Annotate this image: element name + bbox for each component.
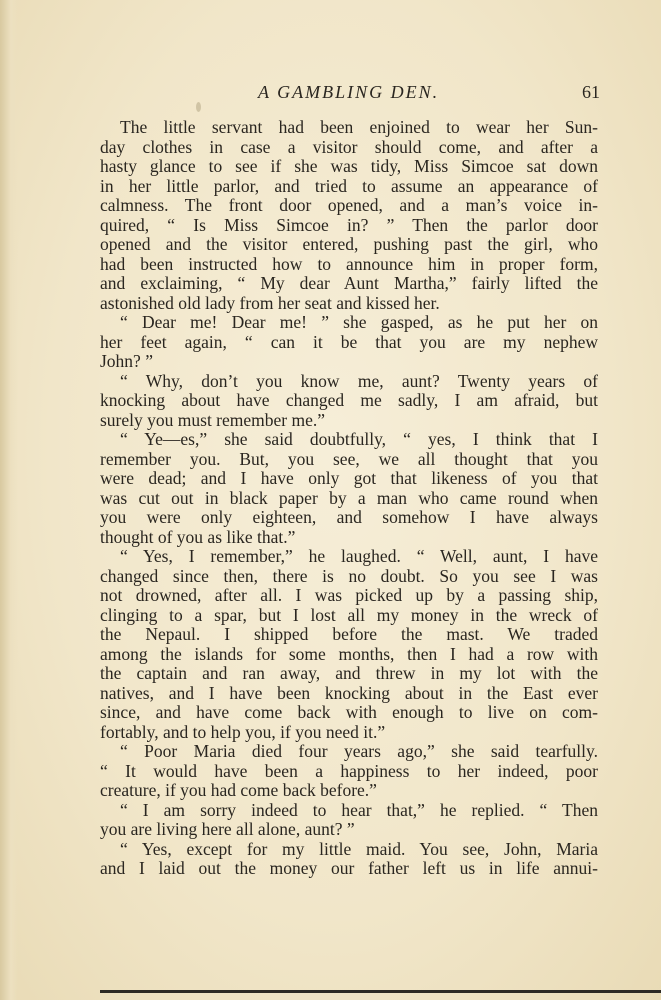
text-line: “ I am sorry indeed to hear that,” he replied. “ Then [120,799,598,820]
text-line: The little servant had been enjoined to wear her Sun- [120,117,598,137]
text-line: and exclaiming, “ My dear Aunt Martha,” fairly lifted the [100,273,598,293]
text-line: remember you. But, you see, we all thought that you [100,448,598,469]
text-line: hasty glance to see if she was tidy, Miss Simcoe sat down [100,156,598,176]
text-line: quired, “ Is Miss Simcoe in? ” Then the parlor door [100,214,598,235]
text-line: natives, and I have been knocking about in the East ever [100,682,598,703]
text-line: fortably, and to help you, if you need it.” [100,721,386,742]
text-line: creature, if you had come back before.” [100,780,377,800]
text-line: “ It would have been a happiness to her indeed, poor [100,760,598,781]
text-line: you were only eighteen, and somehow I have always [100,507,598,527]
running-head [100,82,600,106]
page-gutter-shadow [0,0,18,1000]
text-line: day clothes in case a visitor should come, and after a [100,136,598,157]
page-bottom-edge [100,990,661,993]
text-line: “ Ye—es,” she said doubtfully, “ yes, I think that I [120,429,598,449]
text-line: among the islands for some months, then I had a row with [100,643,598,664]
text-line: the captain and ran away, and threw in my lot with the [100,663,598,683]
text-line: “ Why, don’t you know me, aunt? Twenty years of [120,370,598,391]
text-line: astonished old lady from her seat and kissed her. [100,292,440,313]
text-line: the Nepaul. I shipped before the mast. We traded [100,624,598,644]
text-line: thought of you as like that.” [100,526,296,547]
text-line: were dead; and I have only got that likeness of you that [100,468,598,488]
text-line: since, and have come back with enough to live on com- [100,702,598,722]
text-line: her feet again, “ can it be that you are my nephew [100,331,598,352]
text-line: “ Yes, I remember,” he laughed. “ Well, aunt, I have [120,546,598,566]
text-line: and I laid out the money our father left us in life annui- [100,858,598,878]
text-line: in her little parlor, and tried to assume an appearance of [100,175,598,196]
text-line: knocking about have changed me sadly, I am afraid, but [100,390,598,410]
page-number: 61 [582,82,600,102]
text-line: “ Dear me! Dear me! ” she gasped, as he put her on [120,312,598,332]
text-line: calmness. The front door opened, and a man’s voice in- [100,195,598,215]
text-line: “ Poor Maria died four years ago,” she said tearfully. [120,741,598,761]
text-line: was cut out in black paper by a man who came round when [100,487,598,508]
text-line: John? ” [100,351,153,371]
text-line: you are living here all alone, aunt? ” [100,819,355,839]
text-line: changed since then, there is no doubt. So you see I was [100,565,598,586]
text-line: had been instructed how to announce him in proper form, [100,253,598,274]
text-line: clinging to a spar, but I lost all my money in the wreck of [100,604,598,625]
body-text [100,118,598,879]
text-line: “ Yes, except for my little maid. You see, John, Maria [120,838,598,859]
text-line: surely you must remember me.” [100,409,326,430]
running-title: A GAMBLING DEN. [258,82,440,102]
text-line: not drowned, after all. I was picked up by a passing ship, [100,585,598,605]
text-line: opened and the visitor entered, pushing past the girl, who [100,234,598,254]
